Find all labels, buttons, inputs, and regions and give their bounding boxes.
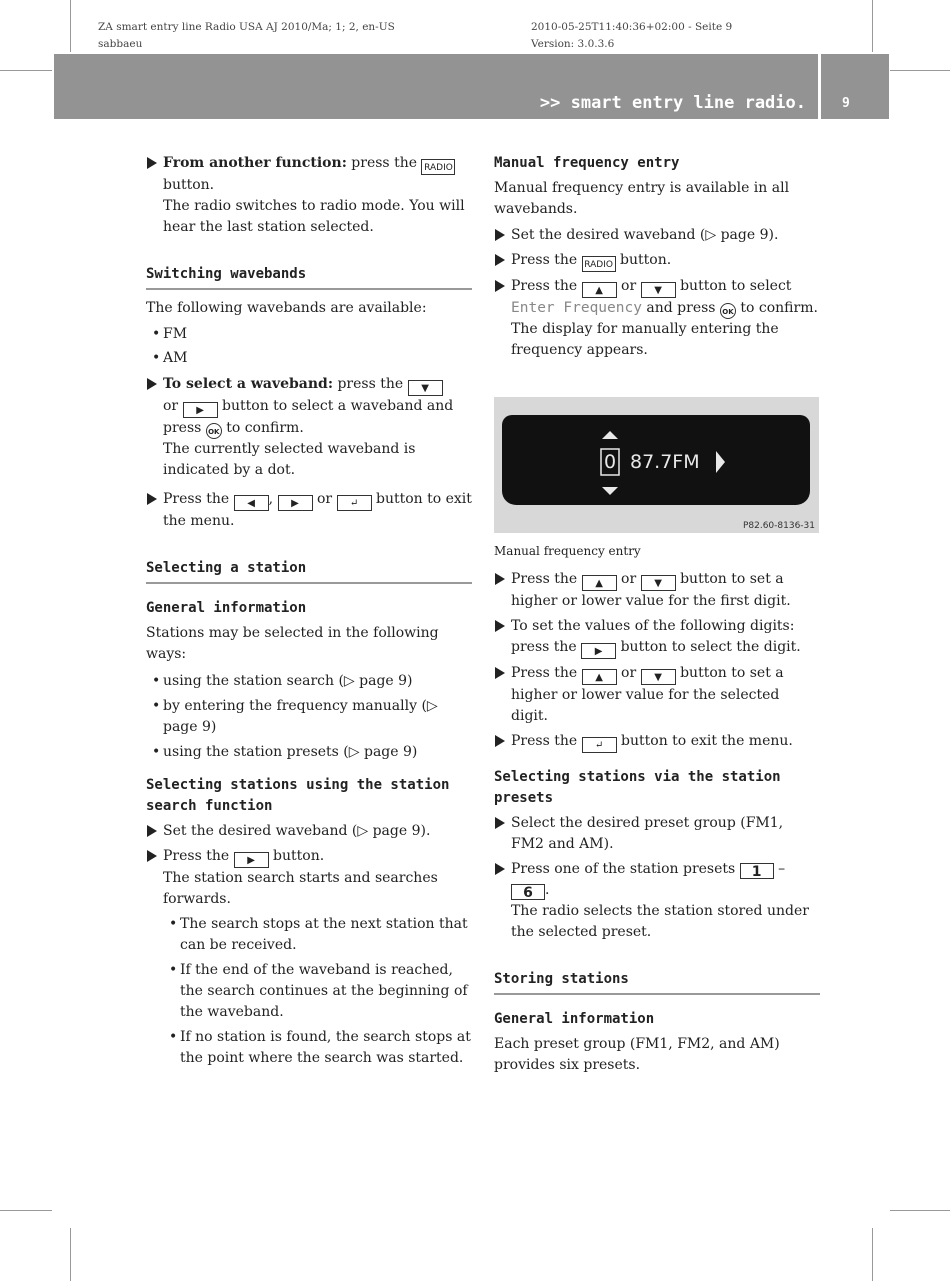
list-item: • using the station presets (▷ page 9) [152, 744, 418, 760]
search-notes [146, 914, 472, 1069]
step-text: Press the [511, 571, 582, 587]
instruction-exit-menu [494, 731, 820, 753]
display-figure [494, 397, 819, 533]
step-text: press the [346, 155, 422, 171]
step-text: button. [268, 848, 325, 864]
step-text: or [616, 571, 641, 587]
step-text: and press [641, 300, 720, 316]
heading-selecting-station: Selecting a station [146, 558, 472, 584]
up-arrow-key-icon: ▲ [582, 282, 617, 298]
radio-key: RADIO [582, 256, 616, 272]
step-bold: To select a waveband: [163, 376, 334, 392]
step-arrow-icon [495, 667, 505, 679]
step-arrow-icon [495, 863, 505, 875]
step-text: button to select [675, 278, 792, 294]
ok-key-icon: OK [206, 423, 222, 439]
list-item-text: The search stops at the next station that can be received. [180, 916, 468, 953]
step-text: Press the [163, 848, 234, 864]
list-item: • The search stops at the next station that can be received. [169, 916, 468, 953]
general-text: Stations may be selected in the following ways: [146, 625, 439, 662]
step-text: or [616, 665, 641, 681]
heading-general-information: General information [146, 600, 307, 616]
instruction-press-radio [494, 250, 820, 272]
down-arrow-key-icon: ▼ [641, 282, 676, 298]
list-item-text: using the station presets (▷ page 9) [163, 744, 418, 760]
step-text: or [616, 278, 641, 294]
step-text: Select the desired preset group (FM1, FM2 and AM). [511, 815, 784, 852]
page-number-box [821, 54, 889, 119]
banner-title: >> smart entry line radio. [539, 93, 806, 113]
radio-display [502, 415, 810, 505]
step-text: – [773, 861, 786, 877]
heading-storing-stations: Storing stations [494, 969, 820, 995]
up-arrow-key-icon: ▲ [582, 669, 617, 685]
manual-intro: Manual frequency entry is available in all wavebands. [494, 180, 790, 217]
step-text: or [163, 398, 183, 414]
display-digit: 0 [603, 451, 617, 473]
right-indicator-icon [716, 451, 725, 473]
radio-key: RADIO [421, 159, 455, 175]
step-text: button to select the digit. [616, 639, 801, 655]
instruction-set-waveband [146, 821, 472, 842]
list-item: • by entering the frequency manually (▷ page 9) [152, 698, 438, 735]
step-text: The display for manually entering the frequency appears. [511, 321, 779, 358]
crop-mark [890, 1210, 950, 1211]
step-text: Press the [511, 252, 582, 268]
meta-left [98, 19, 395, 53]
step-text: button to set a higher or lower value for the selected digit. [511, 665, 784, 724]
up-arrow-key-icon: ▲ [582, 575, 617, 591]
storing-text: Each preset group (FM1, FM2, and AM) provides six presets. [494, 1036, 780, 1073]
crop-mark [70, 1228, 71, 1281]
right-arrow-key-icon: ▶ [278, 495, 313, 511]
list-item: • FM [152, 326, 188, 342]
step-text: The radio selects the station stored under the selected preset. [511, 903, 809, 940]
meta-right-line: Version: 3.0.3.6 [531, 38, 615, 50]
heading-station-search: Selecting stations using the station search function [146, 777, 450, 814]
instruction-following-digits [494, 616, 820, 659]
preset-1-key: 1 [740, 863, 774, 879]
step-text: Set the desired waveband (▷ page 9). [163, 823, 431, 839]
step-text: to confirm. [221, 420, 304, 436]
step-arrow-icon [147, 850, 157, 862]
down-arrow-key-icon: ▼ [641, 575, 676, 591]
heading-switching-wavebands: Switching wavebands [146, 264, 472, 290]
ok-key-icon: OK [720, 303, 736, 319]
step-text: Press one of the station presets [511, 861, 740, 877]
list-item-text: by entering the frequency manually (▷ page 9) [163, 698, 438, 735]
instruction-press-preset [494, 859, 820, 943]
down-arrow-key-icon: ▼ [408, 380, 443, 396]
down-indicator-icon [602, 487, 618, 495]
step-text: The station search starts and searches forwards. [163, 870, 438, 907]
step-arrow-icon [495, 735, 505, 747]
display-text-enter-frequency: Enter Frequency [511, 300, 642, 316]
step-text: button to exit the menu. [616, 733, 793, 749]
crop-mark [872, 1228, 873, 1281]
list-item-text: AM [163, 350, 188, 366]
list-item-text: using the station search (▷ page 9) [163, 673, 413, 689]
step-text: button to select a waveband and press [163, 398, 454, 436]
step-arrow-icon [495, 229, 505, 241]
step-text: . [545, 882, 550, 898]
page-number: 9 [842, 96, 850, 111]
step-text: Press the [163, 491, 234, 507]
left-column [146, 153, 472, 1069]
step-text: Press the [511, 278, 582, 294]
list-item: • If the end of the waveband is reached, the search continues at the beginning of the waveband. [169, 962, 468, 1020]
instruction-select-enter-frequency [494, 276, 820, 361]
instruction-exit-menu [146, 489, 472, 532]
heading-station-presets: Selecting stations via the station presets [494, 769, 781, 806]
step-text: Press the [511, 733, 582, 749]
step-arrow-icon [495, 573, 505, 585]
step-text: The currently selected waveband is indicated by a dot. [163, 441, 416, 478]
down-arrow-key-icon: ▼ [641, 669, 676, 685]
right-arrow-key-icon: ▶ [581, 643, 616, 659]
list-item: • If no station is found, the search stops at the point where the search was started. [169, 1029, 471, 1066]
step-text: to confirm. [735, 300, 818, 316]
step-arrow-icon [495, 254, 505, 266]
step-arrow-icon [147, 157, 157, 169]
display-frequency: 87.7FM [630, 451, 700, 473]
step-text: , [268, 491, 278, 507]
instruction-another-function [146, 153, 472, 238]
crop-mark [890, 70, 950, 71]
instruction-selected-digit [494, 663, 820, 727]
back-key-icon: ↵ [582, 737, 617, 753]
instruction-select-preset-group [494, 813, 820, 855]
instruction-first-digit [494, 569, 820, 612]
instruction-press-right [146, 846, 472, 910]
step-text: To set the values of the following digits: press the [511, 618, 795, 655]
figure-code: P82.60-8136-31 [742, 521, 815, 531]
step-text: Press the [511, 665, 582, 681]
step-arrow-icon [147, 493, 157, 505]
crop-mark [70, 0, 71, 52]
step-bold: From another function: [163, 155, 347, 171]
crop-mark [0, 70, 52, 71]
instruction-set-waveband [494, 225, 820, 246]
list-item-text: FM [163, 326, 188, 342]
header-banner [54, 54, 818, 119]
step-text: button. [163, 177, 215, 193]
step-arrow-icon [147, 378, 157, 390]
crop-mark [0, 1210, 52, 1211]
step-text: button to set a higher or lower value for the first digit. [511, 571, 791, 609]
list-item-text: If no station is found, the search stops at the point where the search was started. [180, 1029, 471, 1066]
meta-right [531, 19, 732, 53]
step-text: button. [615, 252, 672, 268]
crop-mark [872, 0, 873, 52]
meta-left-line: sabbaeu [98, 38, 143, 50]
step-text: button to exit the menu. [163, 491, 472, 529]
right-column-top [494, 153, 820, 361]
step-arrow-icon [147, 825, 157, 837]
meta-left-line: ZA smart entry line Radio USA AJ 2010/Ma; 1; 2, en-US [98, 21, 395, 33]
list-item: • using the station search (▷ page 9) [152, 673, 413, 689]
figure-caption: Manual frequency entry [494, 544, 641, 558]
step-text: The radio switches to radio mode. You will hear the last station selected. [163, 198, 465, 235]
list-item-text: If the end of the waveband is reached, the search continues at the beginning of the waveband. [180, 962, 468, 1020]
left-arrow-key-icon: ◀ [234, 495, 269, 511]
right-arrow-key-icon: ▶ [183, 402, 218, 418]
instruction-select-waveband [146, 374, 472, 481]
heading-general-information: General information [494, 1011, 655, 1027]
heading-manual-frequency: Manual frequency entry [494, 155, 680, 171]
up-indicator-icon [602, 431, 618, 439]
right-column-bottom [494, 569, 820, 1076]
meta-right-line: 2010-05-25T11:40:36+02:00 - Seite 9 [531, 21, 733, 33]
back-key-icon: ↵ [337, 495, 372, 511]
step-arrow-icon [495, 817, 505, 829]
right-arrow-key-icon: ▶ [234, 852, 269, 868]
step-arrow-icon [495, 280, 505, 292]
step-arrow-icon [495, 620, 505, 632]
step-text: Set the desired waveband (▷ page 9). [511, 227, 779, 243]
step-text: press the [333, 376, 408, 392]
wavebands-intro: The following wavebands are available: [146, 300, 427, 316]
preset-6-key: 6 [511, 884, 545, 900]
step-text: or [312, 491, 337, 507]
list-item: • AM [152, 350, 188, 366]
